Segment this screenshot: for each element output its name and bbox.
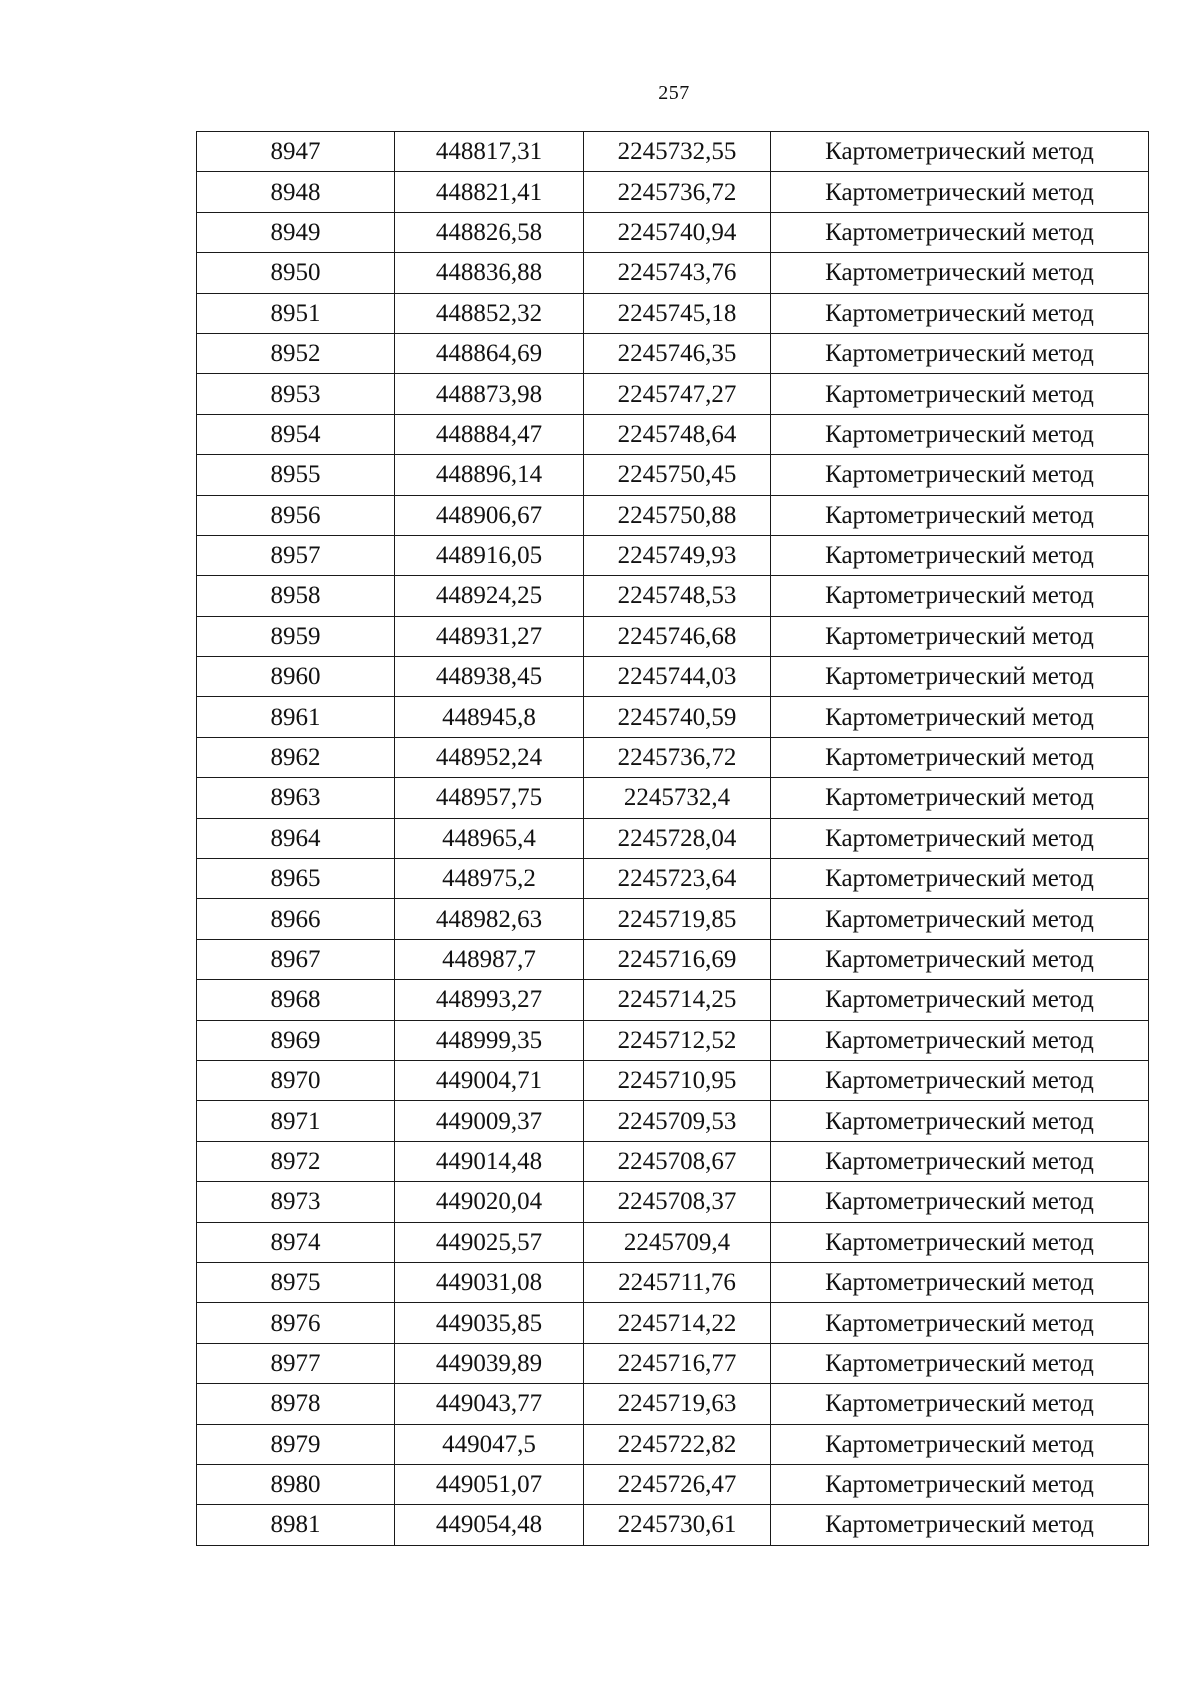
point-number-cell: 8954	[197, 414, 395, 454]
y-coordinate-cell: 2245745,18	[584, 293, 771, 333]
method-cell: Картометрический метод	[771, 1464, 1149, 1504]
table-row	[197, 172, 1149, 212]
x-coordinate-cell: 448957,75	[395, 778, 584, 818]
table-row	[197, 899, 1149, 939]
x-coordinate-cell: 448916,05	[395, 535, 584, 575]
y-coordinate-cell: 2245710,95	[584, 1060, 771, 1100]
x-coordinate-cell: 448952,24	[395, 737, 584, 777]
x-coordinate-cell: 449043,77	[395, 1384, 584, 1424]
x-coordinate-cell: 449051,07	[395, 1464, 584, 1504]
x-coordinate-cell: 448826,58	[395, 212, 584, 252]
method-cell: Картометрический метод	[771, 1141, 1149, 1181]
table-row	[197, 1101, 1149, 1141]
y-coordinate-cell: 2245747,27	[584, 374, 771, 414]
point-number-cell: 8968	[197, 980, 395, 1020]
point-number-cell: 8956	[197, 495, 395, 535]
x-coordinate-cell: 448821,41	[395, 172, 584, 212]
method-cell: Картометрический метод	[771, 616, 1149, 656]
y-coordinate-cell: 2245708,37	[584, 1182, 771, 1222]
table-row	[197, 535, 1149, 575]
method-cell: Картометрический метод	[771, 253, 1149, 293]
y-coordinate-cell: 2245736,72	[584, 737, 771, 777]
y-coordinate-cell: 2245722,82	[584, 1424, 771, 1464]
x-coordinate-cell: 448852,32	[395, 293, 584, 333]
method-cell: Картометрический метод	[771, 859, 1149, 899]
table-row	[197, 576, 1149, 616]
point-number-cell: 8972	[197, 1141, 395, 1181]
x-coordinate-cell: 449035,85	[395, 1303, 584, 1343]
table-row	[197, 333, 1149, 373]
method-cell: Картометрический метод	[771, 1303, 1149, 1343]
method-cell: Картометрический метод	[771, 697, 1149, 737]
x-coordinate-cell: 448982,63	[395, 899, 584, 939]
y-coordinate-cell: 2245746,35	[584, 333, 771, 373]
point-number-cell: 8970	[197, 1060, 395, 1100]
point-number-cell: 8947	[197, 132, 395, 172]
table-row	[197, 1020, 1149, 1060]
x-coordinate-cell: 448987,7	[395, 939, 584, 979]
x-coordinate-cell: 448817,31	[395, 132, 584, 172]
method-cell: Картометрический метод	[771, 778, 1149, 818]
y-coordinate-cell: 2245709,53	[584, 1101, 771, 1141]
point-number-cell: 8967	[197, 939, 395, 979]
coordinates-table	[196, 131, 1149, 1546]
y-coordinate-cell: 2245736,72	[584, 172, 771, 212]
y-coordinate-cell: 2245732,4	[584, 778, 771, 818]
table-row	[197, 414, 1149, 454]
table-row	[197, 939, 1149, 979]
y-coordinate-cell: 2245714,22	[584, 1303, 771, 1343]
method-cell: Картометрический метод	[771, 132, 1149, 172]
table-row	[197, 737, 1149, 777]
y-coordinate-cell: 2245716,77	[584, 1343, 771, 1383]
x-coordinate-cell: 448965,4	[395, 818, 584, 858]
x-coordinate-cell: 449047,5	[395, 1424, 584, 1464]
y-coordinate-cell: 2245719,85	[584, 899, 771, 939]
method-cell: Картометрический метод	[771, 1384, 1149, 1424]
x-coordinate-cell: 448896,14	[395, 455, 584, 495]
y-coordinate-cell: 2245728,04	[584, 818, 771, 858]
method-cell: Картометрический метод	[771, 172, 1149, 212]
method-cell: Картометрический метод	[771, 1060, 1149, 1100]
x-coordinate-cell: 449014,48	[395, 1141, 584, 1181]
x-coordinate-cell: 448931,27	[395, 616, 584, 656]
table-row	[197, 1303, 1149, 1343]
x-coordinate-cell: 449020,04	[395, 1182, 584, 1222]
method-cell: Картометрический метод	[771, 737, 1149, 777]
point-number-cell: 8980	[197, 1464, 395, 1504]
point-number-cell: 8969	[197, 1020, 395, 1060]
point-number-cell: 8973	[197, 1182, 395, 1222]
y-coordinate-cell: 2245748,53	[584, 576, 771, 616]
table-row	[197, 1141, 1149, 1181]
point-number-cell: 8977	[197, 1343, 395, 1383]
y-coordinate-cell: 2245714,25	[584, 980, 771, 1020]
point-number-cell: 8953	[197, 374, 395, 414]
point-number-cell: 8961	[197, 697, 395, 737]
table-row	[197, 616, 1149, 656]
point-number-cell: 8978	[197, 1384, 395, 1424]
method-cell: Картометрический метод	[771, 293, 1149, 333]
y-coordinate-cell: 2245711,76	[584, 1262, 771, 1302]
point-number-cell: 8965	[197, 859, 395, 899]
point-number-cell: 8948	[197, 172, 395, 212]
x-coordinate-cell: 449009,37	[395, 1101, 584, 1141]
y-coordinate-cell: 2245748,64	[584, 414, 771, 454]
method-cell: Картометрический метод	[771, 576, 1149, 616]
table-row	[197, 818, 1149, 858]
x-coordinate-cell: 448864,69	[395, 333, 584, 373]
method-cell: Картометрический метод	[771, 455, 1149, 495]
point-number-cell: 8975	[197, 1262, 395, 1302]
table-row	[197, 697, 1149, 737]
table-row	[197, 495, 1149, 535]
method-cell: Картометрический метод	[771, 1101, 1149, 1141]
x-coordinate-cell: 448924,25	[395, 576, 584, 616]
point-number-cell: 8958	[197, 576, 395, 616]
method-cell: Картометрический метод	[771, 657, 1149, 697]
method-cell: Картометрический метод	[771, 899, 1149, 939]
page-number-text: 257	[658, 82, 690, 104]
x-coordinate-cell: 448975,2	[395, 859, 584, 899]
y-coordinate-cell: 2245709,4	[584, 1222, 771, 1262]
y-coordinate-cell: 2245726,47	[584, 1464, 771, 1504]
table-row	[197, 374, 1149, 414]
table-row	[197, 212, 1149, 252]
x-coordinate-cell: 449025,57	[395, 1222, 584, 1262]
point-number-cell: 8949	[197, 212, 395, 252]
point-number-cell: 8959	[197, 616, 395, 656]
point-number-cell: 8981	[197, 1505, 395, 1545]
y-coordinate-cell: 2245746,68	[584, 616, 771, 656]
x-coordinate-cell: 448945,8	[395, 697, 584, 737]
y-coordinate-cell: 2245743,76	[584, 253, 771, 293]
point-number-cell: 8971	[197, 1101, 395, 1141]
method-cell: Картометрический метод	[771, 535, 1149, 575]
point-number-cell: 8963	[197, 778, 395, 818]
y-coordinate-cell: 2245723,64	[584, 859, 771, 899]
method-cell: Картометрический метод	[771, 374, 1149, 414]
table-row	[197, 253, 1149, 293]
method-cell: Картометрический метод	[771, 1262, 1149, 1302]
x-coordinate-cell: 448993,27	[395, 980, 584, 1020]
point-number-cell: 8964	[197, 818, 395, 858]
y-coordinate-cell: 2245750,45	[584, 455, 771, 495]
table-row	[197, 1222, 1149, 1262]
table-row	[197, 778, 1149, 818]
table-row	[197, 1060, 1149, 1100]
method-cell: Картометрический метод	[771, 1020, 1149, 1060]
point-number-cell: 8962	[197, 737, 395, 777]
table-row	[197, 455, 1149, 495]
y-coordinate-cell: 2245730,61	[584, 1505, 771, 1545]
x-coordinate-cell: 448906,67	[395, 495, 584, 535]
x-coordinate-cell: 448836,88	[395, 253, 584, 293]
x-coordinate-cell: 448873,98	[395, 374, 584, 414]
x-coordinate-cell: 448884,47	[395, 414, 584, 454]
x-coordinate-cell: 449039,89	[395, 1343, 584, 1383]
table-row	[197, 1464, 1149, 1504]
y-coordinate-cell: 2245732,55	[584, 132, 771, 172]
y-coordinate-cell: 2245740,94	[584, 212, 771, 252]
table-row	[197, 1182, 1149, 1222]
y-coordinate-cell: 2245740,59	[584, 697, 771, 737]
coordinates-table-body	[197, 132, 1149, 1546]
table-row	[197, 980, 1149, 1020]
method-cell: Картометрический метод	[771, 1222, 1149, 1262]
table-row	[197, 132, 1149, 172]
y-coordinate-cell: 2245749,93	[584, 535, 771, 575]
table-row	[197, 1343, 1149, 1383]
y-coordinate-cell: 2245719,63	[584, 1384, 771, 1424]
y-coordinate-cell: 2245708,67	[584, 1141, 771, 1181]
method-cell: Картометрический метод	[771, 495, 1149, 535]
table-row	[197, 1505, 1149, 1545]
method-cell: Картометрический метод	[771, 1343, 1149, 1383]
point-number-cell: 8957	[197, 535, 395, 575]
x-coordinate-cell: 448938,45	[395, 657, 584, 697]
point-number-cell: 8966	[197, 899, 395, 939]
method-cell: Картометрический метод	[771, 1424, 1149, 1464]
point-number-cell: 8979	[197, 1424, 395, 1464]
x-coordinate-cell: 449004,71	[395, 1060, 584, 1100]
table-row	[197, 657, 1149, 697]
y-coordinate-cell: 2245744,03	[584, 657, 771, 697]
method-cell: Картометрический метод	[771, 333, 1149, 373]
point-number-cell: 8976	[197, 1303, 395, 1343]
table-row	[197, 293, 1149, 333]
table-row	[197, 1262, 1149, 1302]
table-row	[197, 1424, 1149, 1464]
y-coordinate-cell: 2245712,52	[584, 1020, 771, 1060]
method-cell: Картометрический метод	[771, 980, 1149, 1020]
x-coordinate-cell: 448999,35	[395, 1020, 584, 1060]
table-row	[197, 859, 1149, 899]
x-coordinate-cell: 449054,48	[395, 1505, 584, 1545]
table-row	[197, 1384, 1149, 1424]
x-coordinate-cell: 449031,08	[395, 1262, 584, 1302]
page-number	[0, 82, 1200, 105]
y-coordinate-cell: 2245716,69	[584, 939, 771, 979]
point-number-cell: 8955	[197, 455, 395, 495]
method-cell: Картометрический метод	[771, 939, 1149, 979]
point-number-cell: 8960	[197, 657, 395, 697]
point-number-cell: 8952	[197, 333, 395, 373]
method-cell: Картометрический метод	[771, 1505, 1149, 1545]
point-number-cell: 8974	[197, 1222, 395, 1262]
method-cell: Картометрический метод	[771, 212, 1149, 252]
method-cell: Картометрический метод	[771, 414, 1149, 454]
method-cell: Картометрический метод	[771, 818, 1149, 858]
point-number-cell: 8950	[197, 253, 395, 293]
y-coordinate-cell: 2245750,88	[584, 495, 771, 535]
method-cell: Картометрический метод	[771, 1182, 1149, 1222]
point-number-cell: 8951	[197, 293, 395, 333]
